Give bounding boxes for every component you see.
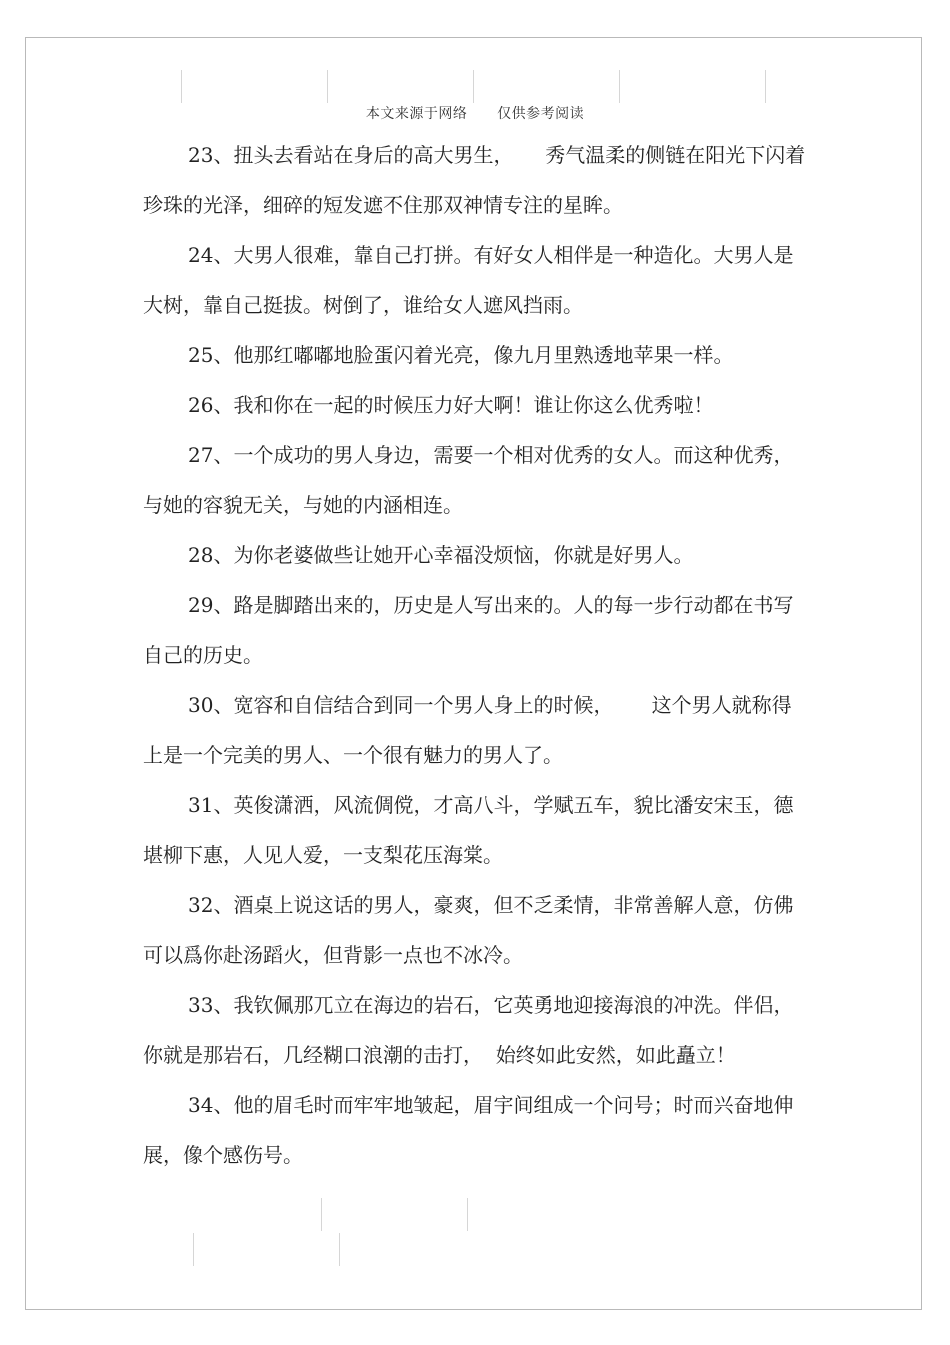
source-disclaimer: 本文来源于网络 仅供参考阅读	[365, 106, 585, 122]
paragraph-25: 25、他那红嘟嘟地脸蛋闪着光亮，像九月里熟透地苹果一样。	[188, 343, 734, 367]
top-tick-mark	[473, 70, 474, 103]
top-tick-mark	[619, 70, 620, 103]
document-body	[143, 130, 808, 1180]
top-tick-mark	[765, 70, 766, 103]
paragraph-30: 30、宽容和自信结合到同一个男人身上的时候， 这个男人就称得上是一个完美的男人、一个很有魅力的男人了。	[143, 693, 792, 767]
paragraph-26: 26、我和你在一起的时候压力好大啊！谁让你这么优秀啦！	[188, 393, 714, 417]
paragraph-31: 31、英俊潇洒，风流倜傥，才高八斗，学赋五车，貌比潘安宋玉，德堪柳下惠，人见人爱，一支梨花压海棠。	[143, 793, 794, 867]
paragraph-33: 33、我钦佩那兀立在海边的岩石，它英勇地迎接海浪的冲洗。伴侣，你就是那岩石，几经糊口浪潮的击打， 始终如此安然，如此矗立！	[143, 993, 794, 1067]
bottom-tick-mark	[467, 1198, 468, 1231]
top-tick-mark	[181, 70, 182, 103]
bottom-tick-mark	[321, 1198, 322, 1231]
paragraph-34: 34、他的眉毛时而牢牢地皱起，眉宇间组成一个问号；时而兴奋地伸展，像个感伤号。	[143, 1093, 794, 1167]
paragraph-23: 23、扭头去看站在身后的高大男生， 秀气温柔的侧链在阳光下闪着珍珠的光泽，细碎的短发遮不住那双神情专注的星眸。	[143, 143, 806, 217]
bottom-tick-mark	[193, 1233, 194, 1266]
paragraph-29: 29、路是脚踏出来的，历史是人写出来的。人的每一步行动都在书写自己的历史。	[143, 593, 794, 667]
paragraph-24: 24、大男人很难，靠自己打拼。有好女人相伴是一种造化。大男人是大树，靠自己挺拔。树倒了，谁给女人遮风挡雨。	[143, 243, 794, 317]
paragraph-32: 32、酒桌上说这话的男人，豪爽，但不乏柔情，非常善解人意，仿佛可以爲你赴汤蹈火，但背影一点也不冰冷。	[143, 893, 794, 967]
paragraph-27: 27、一个成功的男人身边，需要一个相对优秀的女人。而这种优秀，与她的容貌无关，与她的内涵相连。	[143, 443, 794, 517]
bottom-tick-mark	[339, 1233, 340, 1266]
top-tick-mark	[327, 70, 328, 103]
paragraph-28: 28、为你老婆做些让她开心幸福没烦恼，你就是好男人。	[188, 543, 694, 567]
